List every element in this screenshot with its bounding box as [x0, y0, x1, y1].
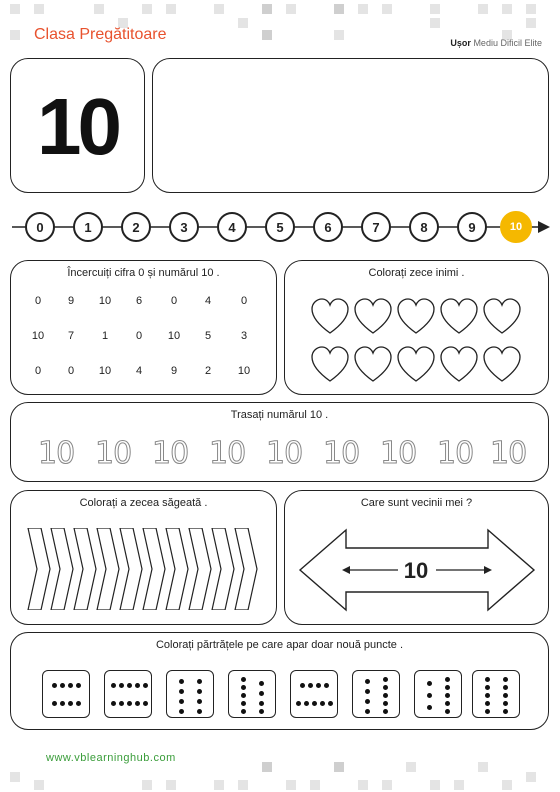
grid-cell[interactable]: 0 [170, 295, 178, 307]
grid-cell[interactable]: 10 [237, 365, 251, 377]
heart-icon [312, 347, 348, 381]
number-line-item: 9 [457, 212, 487, 242]
heart-icon [441, 299, 477, 333]
heart-icon [441, 347, 477, 381]
dot-card[interactable] [290, 670, 338, 718]
number-line-item: 5 [265, 212, 295, 242]
grid-cell[interactable]: 1 [101, 330, 109, 342]
level-mediu[interactable]: Mediu [473, 38, 498, 48]
chevron-arrows[interactable] [22, 528, 267, 610]
big-number-box [10, 58, 145, 193]
grid-cell[interactable]: 0 [135, 330, 143, 342]
big-number: 10 [37, 82, 118, 171]
trace-number[interactable]: 10 [323, 436, 360, 471]
neighbors-number: 10 [403, 558, 429, 583]
number-line-item: 4 [217, 212, 247, 242]
dot-card[interactable] [472, 670, 520, 718]
class-label: Clasa Pregătitoare [34, 26, 167, 43]
level-elite[interactable]: Elite [524, 38, 542, 48]
heart-icon [398, 347, 434, 381]
level-dificil[interactable]: Dificil [500, 38, 522, 48]
trace-number[interactable]: 10 [209, 436, 246, 471]
chevron-arrow-icon [143, 528, 165, 610]
grid-cell[interactable]: 10 [31, 330, 45, 342]
chevron-arrow-icon [74, 528, 96, 610]
heart-icon [355, 347, 391, 381]
heart-icon [484, 299, 520, 333]
trace-number[interactable]: 10 [437, 436, 474, 471]
number-line-item: 8 [409, 212, 439, 242]
trace-number[interactable]: 10 [490, 436, 527, 471]
number-line-item: 0 [25, 212, 55, 242]
grid-cell[interactable]: 4 [204, 295, 212, 307]
arrows-task-title: Colorați a zecea săgeată . [79, 497, 208, 509]
heart-icon [312, 299, 348, 333]
chevron-arrow-icon [212, 528, 234, 610]
trace-number[interactable]: 10 [380, 436, 417, 471]
trace-number[interactable]: 10 [152, 436, 189, 471]
grid-cell[interactable]: 2 [204, 365, 212, 377]
dot-card[interactable] [352, 670, 400, 718]
chevron-arrow-icon [235, 528, 257, 610]
dot-card[interactable] [414, 670, 462, 718]
grid-cell[interactable]: 0 [67, 365, 75, 377]
drawing-box[interactable] [152, 58, 549, 193]
chevron-arrow-icon [51, 528, 73, 610]
trace-number[interactable]: 10 [95, 436, 132, 471]
grid-cell[interactable]: 10 [98, 365, 112, 377]
heart-icon [484, 347, 520, 381]
grid-cell[interactable]: 9 [170, 365, 178, 377]
grid-cell[interactable]: 0 [240, 295, 248, 307]
number-line-item: 7 [361, 212, 391, 242]
grid-cell[interactable]: 10 [167, 330, 181, 342]
number-line-item-highlight: 10 [500, 211, 532, 243]
number-line-item: 1 [73, 212, 103, 242]
trace-task-title: Trasați numărul 10 . [230, 409, 329, 421]
grid-cell[interactable]: 6 [135, 295, 143, 307]
chevron-arrow-icon [189, 528, 211, 610]
level-usor[interactable]: Ușor [450, 38, 471, 48]
chevron-arrow-icon [120, 528, 142, 610]
website-link[interactable]: www.vblearninghub.com [46, 752, 176, 764]
footer-pattern [0, 742, 560, 792]
difficulty-levels [450, 38, 542, 48]
number-line-item: 6 [313, 212, 343, 242]
trace-number[interactable]: 10 [38, 436, 75, 471]
dot-card[interactable] [166, 670, 214, 718]
grid-cell[interactable]: 10 [98, 295, 112, 307]
grid-cell[interactable]: 7 [67, 330, 75, 342]
dots-task-box [10, 632, 549, 730]
heart-icon [355, 299, 391, 333]
chevron-arrow-icon [166, 528, 188, 610]
circle-task-title: Încercuiți cifra 0 și numărul 10 . [67, 267, 220, 279]
dot-card[interactable] [104, 670, 152, 718]
hearts-task-title: Colorați zece inimi . [368, 267, 465, 279]
chevron-arrow-icon [28, 528, 50, 610]
number-line-item: 2 [121, 212, 151, 242]
neighbors-task-title: Care sunt vecinii mei ? [360, 497, 473, 509]
number-line-item: 3 [169, 212, 199, 242]
trace-number[interactable]: 10 [266, 436, 303, 471]
dot-card[interactable] [228, 670, 276, 718]
grid-cell[interactable]: 0 [34, 295, 42, 307]
heart-icon [398, 299, 434, 333]
grid-cell[interactable]: 9 [67, 295, 75, 307]
grid-cell[interactable]: 5 [204, 330, 212, 342]
dots-task-title: Colorați părtrățele pe care apar doar nouă puncte . [155, 639, 404, 651]
grid-cell[interactable]: 0 [34, 365, 42, 377]
chevron-arrow-icon [97, 528, 119, 610]
dot-card[interactable] [42, 670, 90, 718]
grid-cell[interactable]: 4 [135, 365, 143, 377]
hearts-grid[interactable] [308, 295, 528, 387]
grid-cell[interactable]: 3 [240, 330, 248, 342]
